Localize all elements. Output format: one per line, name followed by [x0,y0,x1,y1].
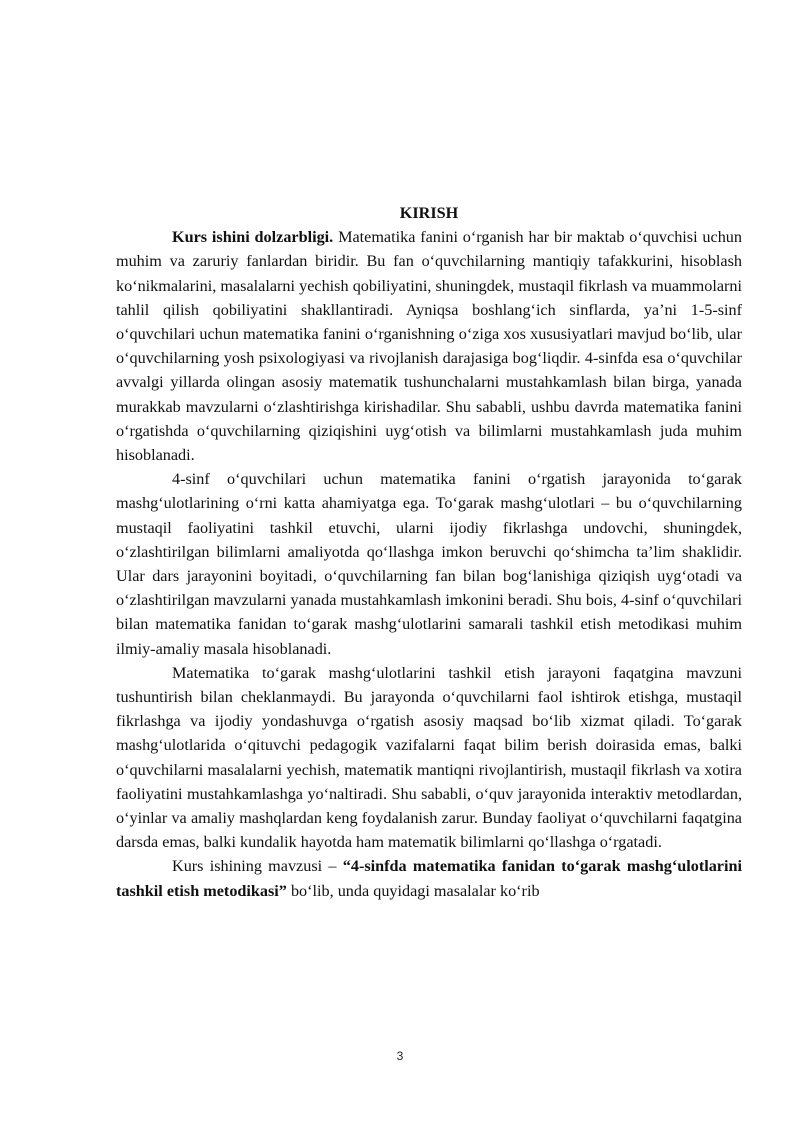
paragraph-text-after: bo‘lib, unda quyidagi masalalar ko‘rib [286,881,540,900]
paragraph-text: 4-sinf o‘quvchilari uchun matematika fanini o‘rgatish jarayonida to‘garak mashg‘ulotlarining o‘rni katta ahamiyatga ega. To‘garak mashg‘ulotlari – bu o‘quvchilarning mustaqil faoliyatini tashkil etuvchi, ularni ijodiy fikrlashga undovchi, shuningdek, o‘zlashtirilgan bilimlarni amaliyotda qo‘llashga imkon beruvchi qo‘shimcha ta’lim shaklidir. Ular dars jarayonini boyitadi, o‘quvchilarning fan bilan bog‘lanishiga qiziqish uyg‘otadi va o‘zlashtirilgan mavzularni yanada mustahkamlash imkonini beradi. Shu bois, 4-sinf o‘quvchilari bilan matematika fanidan to‘garak mashg‘ulotlarini samarali tashkil etish metodikasi muhim ilmiy-amaliy masala hisoblanadi. [116,470,742,658]
paragraph-topic [116,854,742,902]
paragraph-text: Matematika to‘garak mashg‘ulotlarini tashkil etish jarayoni faqatgina mavzuni tushuntirish bilan cheklanmaydi. Bu jarayonda o‘quvchilarni faol ishtirok etishga, mustaqil fikrlashga va ijodiy yondashuvga o‘rgatish asosiy maqsad bo‘lib xizmat qiladi. To‘garak mashg‘ulotlarida o‘qituvchi pedagogik vazifalarni faqat bilim berish doirasida emas, balki o‘quvchilarni masalalarni yechish, matematik mantiqni rivojlantirish, mustaqil fikrlash va xotira faoliyatini mustahkamlashga yo‘naltiradi. Shu sababli, o‘quv jarayonida interaktiv metodlardan, o‘yinlar va amaliy mashqlardan keng foydalanish zarur. Bunday faoliyat o‘quvchilarni faqatgina darsda emas, balki kundalik hayotda ham matematik bilimlarni qo‘llashga o‘rgatadi. [116,663,742,852]
paragraph-lead-bold: Kurs ishini dolzarbligi. [172,228,334,247]
page-number: 3 [396,1049,404,1063]
paragraph-relevance [116,225,742,467]
page-heading: KIRISH [399,204,459,222]
paragraph-club-role [116,467,742,661]
paragraph-topic-title: “4-sinfda matematika fanidan to‘garak mashg‘ulotlarini tashkil etish metodikasi” [116,857,742,900]
paragraph-text: Matematika fanini o‘rganish har bir maktab o‘quvchisi uchun muhim va zaruriy fanlardan biridir. Bu fan o‘quvchilarning mantiqiy tafakkurini, hisoblash ko‘nikmalarini, masalalarni yechish qobiliyatini, shuningdek, mustaqil fikrlash va muammolarni tahlil qilish qobiliyatini shakllantiradi. Ayniqsa boshlang‘ich sinflarda, ya’ni 1-5-sinf o‘quvchilari uchun matematika fanini o‘rganishning o‘ziga xos xususiyatlari mavjud bo‘lib, ular o‘quvchilarning yosh psixologiyasi va rivojlanish darajasiga bog‘liqdir. 4-sinfda esa o‘quvchilar avvalgi yillarda olingan asosiy matematik tushunchalarni mustahkamlash bilan birga, yanada murakkab mavzularni o‘zlashtirishga kirishadilar. Shu sababli, ushbu davrda matematika fanini o‘rgatishda o‘quvchilarning qiziqishini uyg‘otish va bilimlarni mustahkamlash juda muhim hisoblanadi. [116,228,742,465]
paragraph-club-organization [116,661,742,855]
page-content [116,201,742,903]
paragraph-text-before: Kurs ishining mavzusi – [172,857,343,876]
